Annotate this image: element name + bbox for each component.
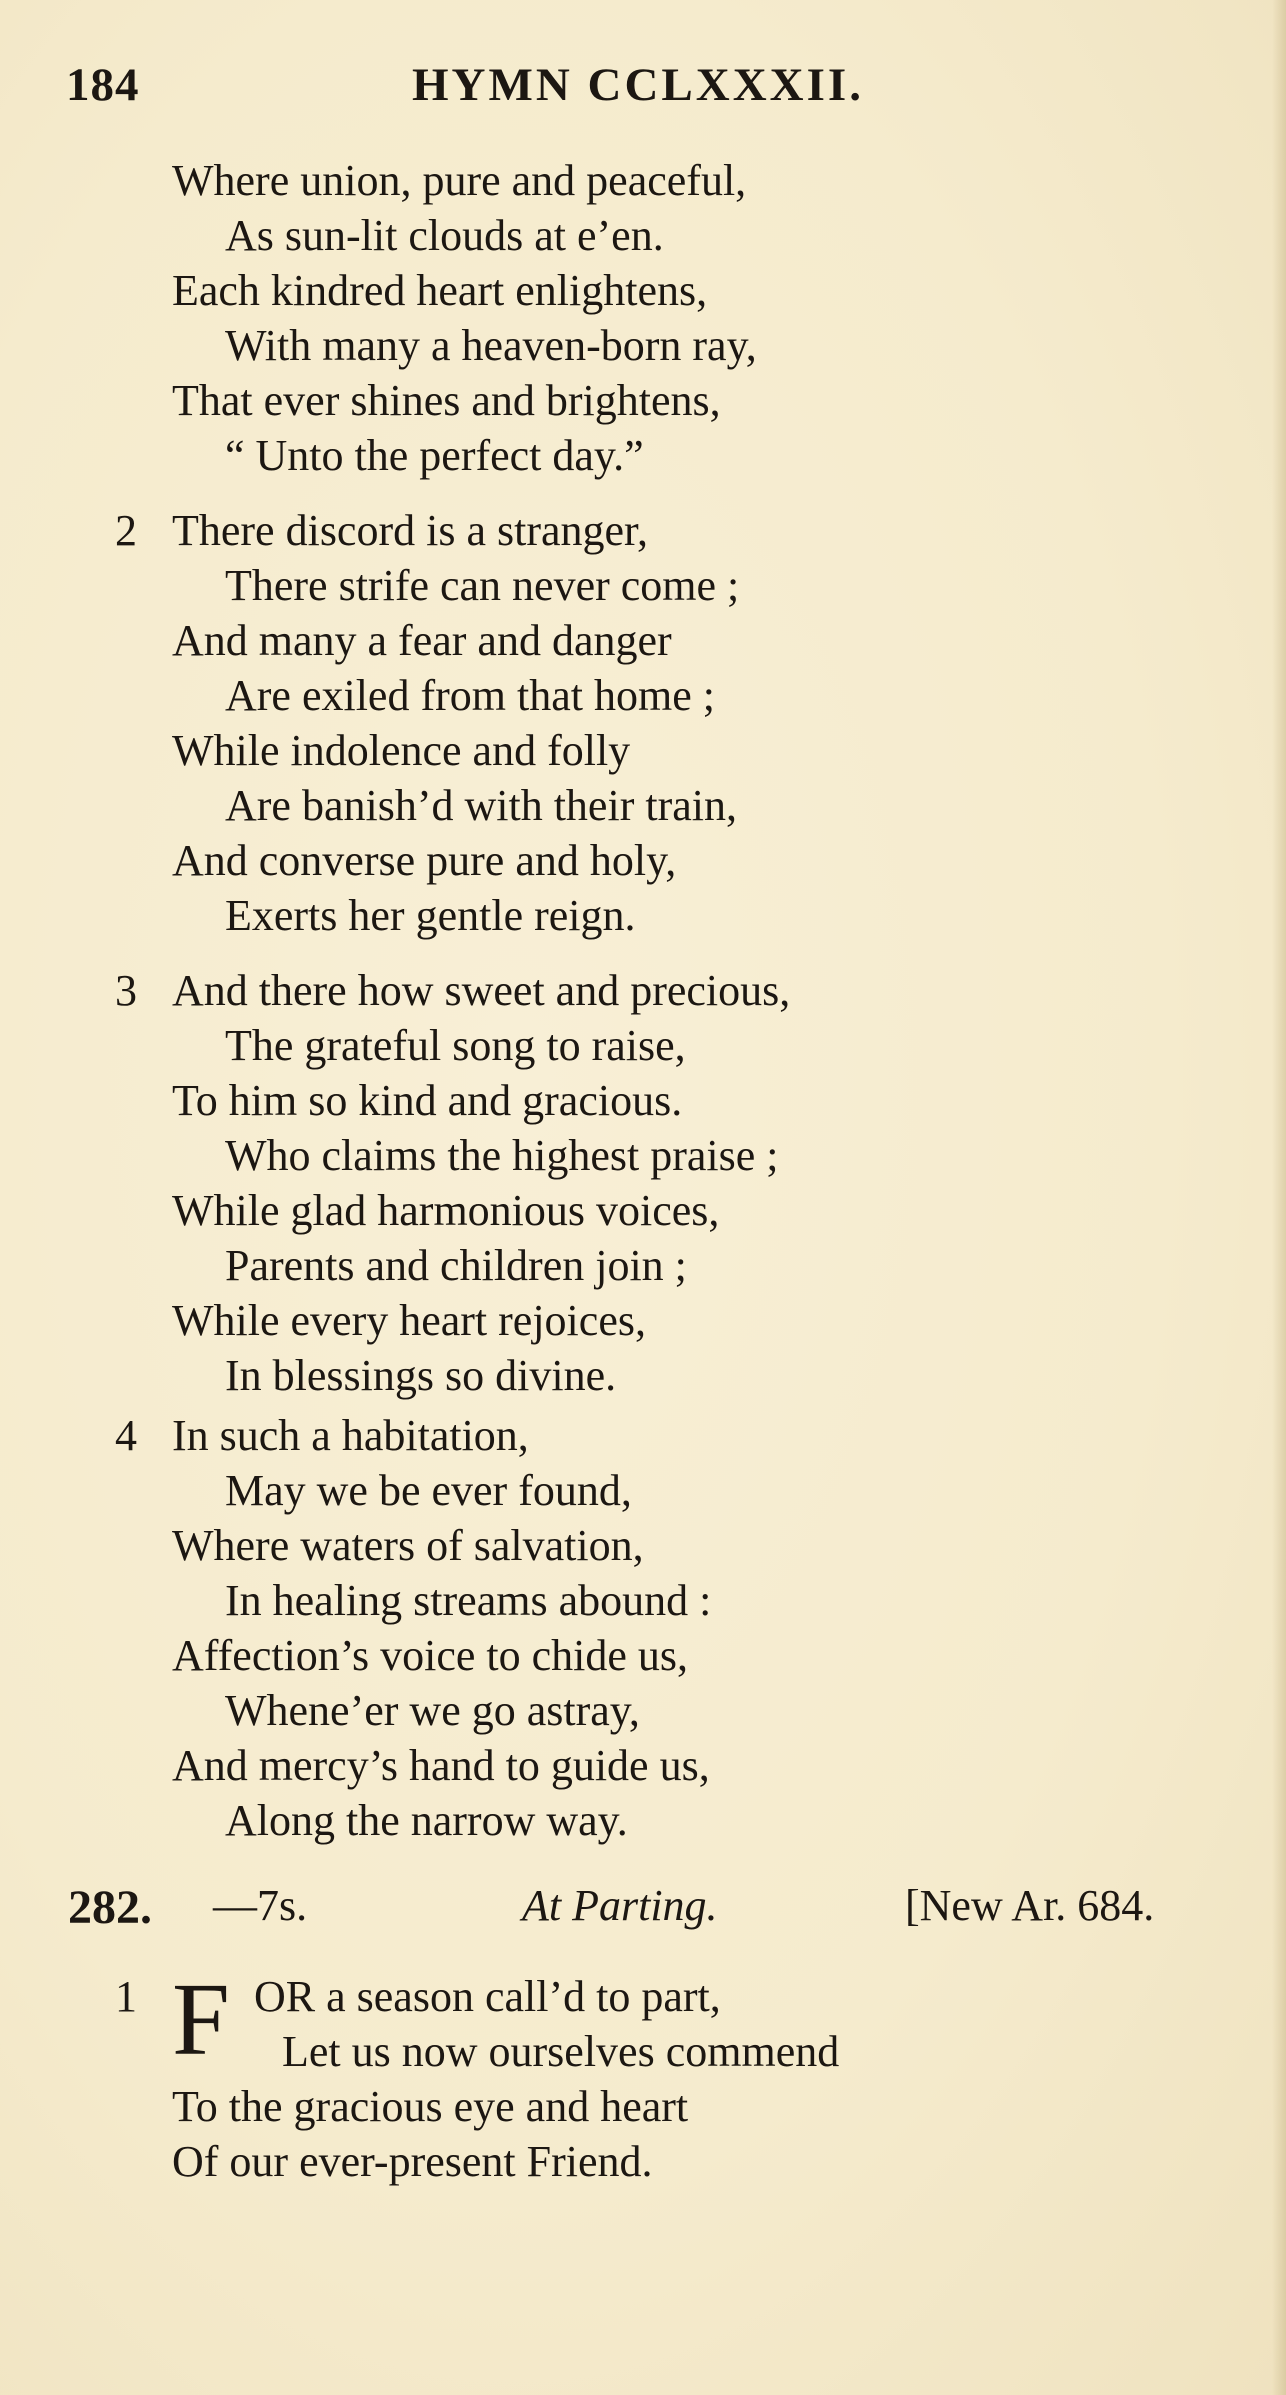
verse-line: While glad harmonious voices, [172,1186,720,1235]
running-title: HYMN CCLXXXII. [412,59,864,111]
verse-line: While every heart rejoices, [172,1296,646,1345]
verse-line: To him so kind and gracious. [172,1076,683,1125]
verse-line: OR a season call’d to part, [254,1972,721,2021]
verse-line: In such a habitation, [172,1411,529,1460]
hymn-number: 282. [68,1881,152,1934]
verse-line: Whene’er we go astray, [225,1686,640,1735]
verse-number: 2 [115,506,137,555]
verse-line: The grateful song to raise, [225,1021,686,1070]
verse-line: And converse pure and holy, [172,836,677,885]
hymn-meter: —7s. [213,1881,308,1930]
verse-line: And many a fear and danger [172,616,672,665]
verse-line: While indolence and folly [172,726,631,775]
verse-line: Are exiled from that home ; [225,671,715,720]
verse-line: And there how sweet and precious, [172,966,791,1015]
hymn-heading [0,1880,1286,1940]
verse-line: There discord is a stranger, [172,506,648,555]
verse-line: Affection’s voice to chide us, [172,1631,689,1680]
verse-line: Where waters of salvation, [172,1521,644,1570]
verse-line: That ever shines and brightens, [172,376,721,425]
verse-line: Let us now ourselves commend [282,2027,840,2076]
verse-number: 1 [115,1972,137,2021]
verse-line: Of our ever-present Friend. [172,2137,653,2186]
drop-cap: F [172,1962,230,2077]
verse-line: To the gracious eye and heart [172,2082,689,2131]
page-edge-shadow [1272,0,1286,2395]
verse-number: 3 [115,966,137,1015]
verse-line: Exerts her gentle reign. [225,891,636,940]
verse-line: Parents and children join ; [225,1241,687,1290]
verse-line: Who claims the highest praise ; [225,1131,779,1180]
verse-line: As sun-lit clouds at e’en. [225,211,664,260]
verse-line: There strife can never come ; [225,561,740,610]
verse-line: Along the narrow way. [225,1796,628,1845]
verse-line: In healing streams abound : [225,1576,712,1625]
verse-number: 4 [115,1411,137,1460]
tune-reference: [New Ar. 684. [905,1881,1155,1930]
page-number: 184 [66,59,140,111]
verse-line: With many a heaven-born ray, [225,321,757,370]
verse-line: Are banish’d with their train, [225,781,737,830]
verse-line: “ Unto the perfect day.” [225,431,644,480]
verse-line: And mercy’s hand to guide us, [172,1741,710,1790]
verse-line: Each kindred heart enlightens, [172,266,708,315]
verse-line: In blessings so divine. [225,1351,617,1400]
verse-line: May we be ever found, [225,1466,632,1515]
hymn-title: At Parting. [522,1881,718,1930]
verse-line: Where union, pure and peaceful, [172,156,747,205]
page-header [0,58,1286,118]
